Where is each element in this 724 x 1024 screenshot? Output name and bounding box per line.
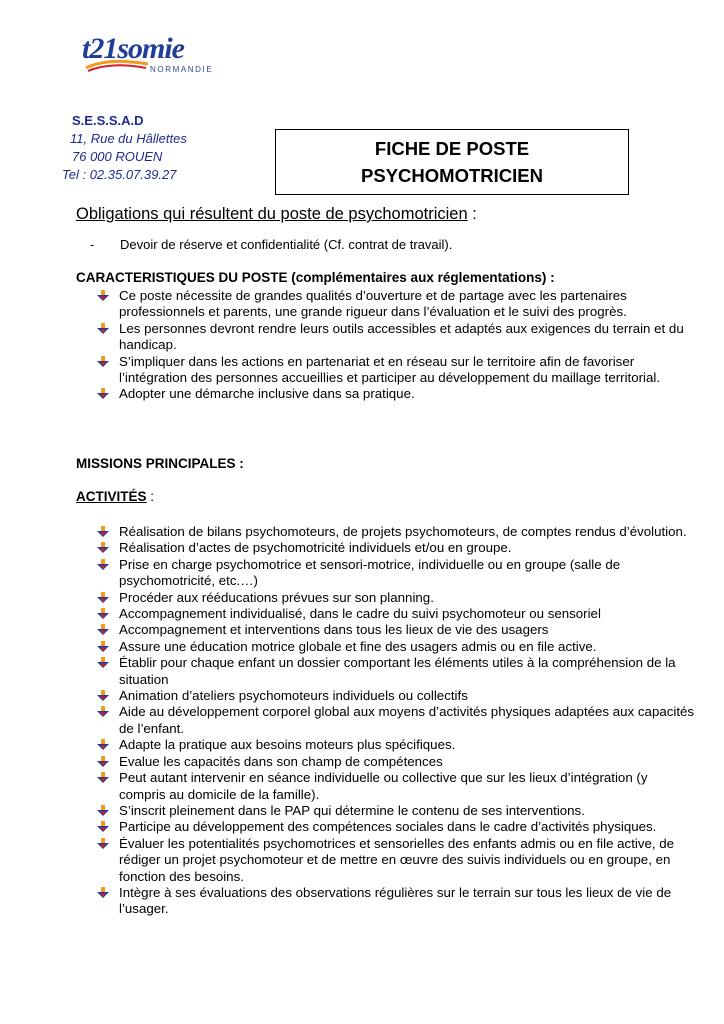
list-item bbox=[97, 688, 697, 704]
list-item-text: Intègre à ses évaluations des observations régulières sur le terrain sur tous les lieux de vie de l’usager. bbox=[119, 884, 672, 917]
list-item bbox=[97, 288, 697, 321]
duty-line bbox=[90, 237, 452, 252]
list-item-text: Réalisation d’actes de psychomotricité individuels et/ou en groupe. bbox=[119, 540, 512, 556]
list-item-text: Adopter une démarche inclusive dans sa pratique. bbox=[119, 386, 415, 402]
service-city: 76 000 ROUEN bbox=[72, 149, 163, 164]
list-item bbox=[97, 885, 697, 918]
list-item-text: S’impliquer dans les actions en partenariat et en réseau sur le territoire afin de favoriser l’intégration des personnes accueillies et participer au développement du maillage territorial. bbox=[119, 353, 661, 386]
service-street: 11, Rue du Hâllettes bbox=[70, 131, 187, 146]
list-item bbox=[97, 737, 697, 753]
arrow-down-bullet-icon bbox=[97, 608, 109, 620]
list-item bbox=[97, 622, 697, 638]
arrow-down-bullet-icon bbox=[97, 657, 109, 669]
arrow-down-bullet-icon bbox=[97, 542, 109, 554]
list-item-text: Accompagnement et interventions dans tous les lieux de vie des usagers bbox=[119, 622, 549, 638]
list-item bbox=[97, 836, 697, 885]
obligations-heading-suffix: : bbox=[467, 205, 477, 223]
list-item-text: Assure une éducation motrice globale et fine des usagers admis ou en file active. bbox=[119, 638, 597, 654]
arrow-down-bullet-icon bbox=[97, 838, 109, 850]
arrow-down-bullet-icon bbox=[97, 706, 109, 718]
obligations-heading bbox=[76, 205, 477, 224]
list-item-text: Procéder aux rééducations prévues sur son planning. bbox=[119, 589, 434, 605]
list-item-text: Prise en charge psychomotrice et sensori-motrice, individuelle ou en groupe (salle de psychomotricité, etc.…) bbox=[119, 556, 621, 589]
logo-subtitle: NORMANDIE bbox=[150, 65, 214, 74]
arrow-down-bullet-icon bbox=[97, 641, 109, 653]
list-item-text: Peut autant intervenir en séance individuelle ou collective que sur les lieux d’intégration (y compris au domicile de la famille). bbox=[119, 770, 648, 802]
arrow-down-bullet-icon bbox=[97, 388, 109, 400]
logo-wordmark: t21somie bbox=[82, 32, 184, 65]
list-item bbox=[97, 639, 697, 655]
list-item-text: Accompagnement individualisé, dans le cadre du suivi psychomoteur ou sensoriel bbox=[119, 606, 601, 622]
list-item bbox=[97, 321, 697, 354]
arrow-down-bullet-icon bbox=[97, 821, 109, 833]
list-item bbox=[97, 590, 697, 606]
document-title-box bbox=[275, 129, 629, 195]
list-item bbox=[97, 524, 697, 540]
service-phone: Tel : 02.35.07.39.27 bbox=[62, 167, 177, 182]
arrow-down-bullet-icon bbox=[97, 887, 109, 899]
arrow-down-bullet-icon bbox=[97, 739, 109, 751]
list-item-text: Évaluer les potentialités psychomotrices et sensorielles des enfants admis ou en file active, de rédiger un projet psychomoteur et de mettre en œuvre des suivis individuels ou en groupe, en fonction des besoins. bbox=[119, 835, 675, 884]
title-line-1: FICHE DE POSTE bbox=[374, 138, 530, 159]
activites-heading bbox=[76, 489, 154, 504]
caracteristiques-heading: CARACTERISTIQUES DU POSTE (complémentaires aux réglementations) : bbox=[76, 270, 555, 285]
list-item bbox=[97, 606, 697, 622]
caracteristiques-list bbox=[97, 288, 697, 403]
list-item bbox=[97, 557, 697, 590]
list-item-text: Evalue les capacités dans son champ de compétences bbox=[119, 753, 443, 769]
missions-heading: MISSIONS PRINCIPALES : bbox=[76, 456, 244, 471]
list-item-text: Établir pour chaque enfant un dossier comportant les éléments utiles à la compréhension de la situation bbox=[119, 655, 676, 687]
arrow-down-bullet-icon bbox=[97, 756, 109, 768]
list-item bbox=[97, 655, 697, 688]
list-item-text: Réalisation de bilans psychomoteurs, de projets psychomoteurs, de comptes rendus d’évolution. bbox=[119, 524, 687, 539]
list-item-text: Participe au développement des compétences sociales dans le cadre d’activités physiques. bbox=[119, 819, 657, 835]
list-item bbox=[97, 803, 697, 819]
list-item-text: Adapte la pratique aux besoins moteurs plus spécifiques. bbox=[119, 737, 456, 753]
list-item-text: Les personnes devront rendre leurs outils accessibles et adaptés aux exigences du terrain et du handicap. bbox=[119, 320, 684, 353]
logo-swoosh-icon bbox=[84, 58, 150, 72]
arrow-down-bullet-icon bbox=[97, 290, 109, 302]
arrow-down-bullet-icon bbox=[97, 323, 109, 335]
trisomie-logo bbox=[82, 32, 232, 82]
list-item-text: Aide au développement corporel global aux moyens d’activités physiques adaptées aux capacités de l’enfant. bbox=[119, 704, 695, 736]
list-item-text: Ce poste nécessite de grandes qualités d’ouverture et de partage avec les partenaires professionnels et parents, une grande rigueur dans l’évaluation et le suivi des progrès. bbox=[119, 288, 627, 320]
arrow-down-bullet-icon bbox=[97, 559, 109, 571]
list-item bbox=[97, 354, 697, 387]
arrow-down-bullet-icon bbox=[97, 690, 109, 702]
list-item-text: Animation d’ateliers psychomoteurs individuels ou collectifs bbox=[119, 688, 468, 704]
activites-heading-suffix: : bbox=[146, 489, 155, 504]
list-item bbox=[97, 386, 697, 402]
list-item bbox=[97, 819, 697, 835]
service-name: S.E.S.S.A.D bbox=[72, 113, 144, 128]
arrow-down-bullet-icon bbox=[97, 592, 109, 604]
obligations-heading-text: Obligations qui résultent du poste de psychomotricien bbox=[76, 205, 468, 223]
service-address-block bbox=[62, 112, 187, 184]
arrow-down-bullet-icon bbox=[97, 356, 109, 368]
duty-text: Devoir de réserve et confidentialité (Cf. contrat de travail). bbox=[120, 237, 453, 252]
list-item bbox=[97, 540, 697, 556]
arrow-down-bullet-icon bbox=[97, 805, 109, 817]
list-item bbox=[97, 704, 697, 737]
list-item-text: S’inscrit pleinement dans le PAP qui détermine le contenu de ses interventions. bbox=[119, 802, 585, 818]
activites-heading-text: ACTIVITÉS bbox=[76, 489, 147, 504]
list-item bbox=[97, 770, 697, 803]
list-item bbox=[97, 754, 697, 770]
duty-dash: - bbox=[90, 237, 95, 252]
arrow-down-bullet-icon bbox=[97, 772, 109, 784]
arrow-down-bullet-icon bbox=[97, 526, 109, 538]
title-line-2: PSYCHOMOTRICIEN bbox=[361, 165, 543, 186]
activites-list bbox=[97, 524, 697, 918]
arrow-down-bullet-icon bbox=[97, 624, 109, 636]
